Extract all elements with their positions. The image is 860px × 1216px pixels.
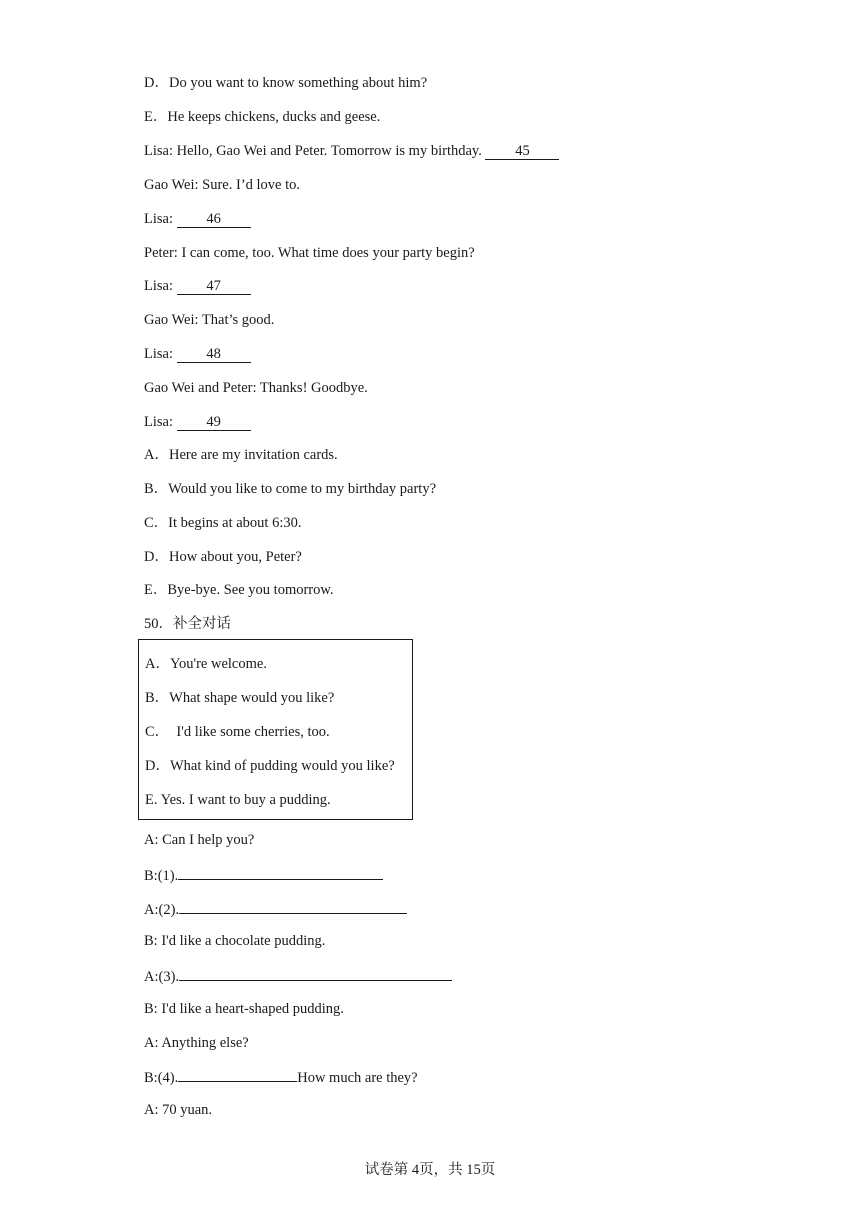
dialogue-line: B: I'd like a heart-shaped pudding. [144,1001,344,1017]
dialogue-line: Lisa: Hello, Gao Wei and Peter. Tomorrow is my birthday. 45 [144,142,559,160]
option-line: B．Would you like to come to my birthday party? [144,481,437,497]
box-option: C． I'd like some cherries, too. [145,724,330,740]
option-line: D．Do you want to know something about him? [144,75,428,91]
dialogue-line: Gao Wei: Sure. I’d love to. [144,177,301,193]
answer-blank-49[interactable]: 49 [177,414,251,431]
dialogue-line: A: Anything else? [144,1035,249,1051]
answer-blank-45[interactable]: 45 [485,143,559,160]
option-line: C．It begins at about 6:30. [144,515,302,531]
dialogue-line: A: Can I help you? [144,832,255,848]
dialogue-line: B: I'd like a chocolate pudding. [144,933,326,949]
dialogue-line: B:(4). How much are they? [144,1067,418,1087]
answer-line-4[interactable] [178,1067,297,1082]
answer-line-1[interactable] [178,865,383,880]
dialogue-line: Peter: I can come, too. What time does your party begin? [144,245,475,261]
answer-line-2[interactable] [179,899,407,914]
dialogue-line: Lisa: 49 [144,413,251,431]
dialogue-line: Lisa: 47 [144,277,251,295]
dialogue-line: Gao Wei and Peter: Thanks! Goodbye. [144,380,368,396]
dialogue-line: Lisa: 46 [144,210,251,228]
box-option: E. Yes. I want to buy a pudding. [145,792,331,808]
dialogue-line: Gao Wei: That’s good. [144,312,275,328]
answer-blank-46[interactable]: 46 [177,211,251,228]
page-footer: 试卷第 4页，共 15页 [364,1162,496,1178]
dialogue-line: A: 70 yuan. [144,1102,213,1118]
dialogue-line: B:(1). [144,865,383,885]
box-option: B．What shape would you like? [145,690,335,706]
option-box [138,639,413,820]
option-line: E．He keeps chickens, ducks and geese. [144,109,381,125]
answer-blank-47[interactable]: 47 [177,278,251,295]
option-line: E．Bye-bye. See you tomorrow. [144,582,334,598]
box-option: D．What kind of pudding would you like? [145,758,395,774]
dialogue-line: A:(2). [144,899,407,919]
dialogue-line: Lisa: 48 [144,345,251,363]
dialogue-line: A:(3). [144,966,452,986]
option-line: D．How about you, Peter? [144,549,302,565]
answer-blank-48[interactable]: 48 [177,346,251,363]
answer-line-3[interactable] [179,966,452,981]
box-option: A．You're welcome. [145,656,267,672]
option-line: A．Here are my invitation cards. [144,447,338,463]
question-title: 50．补全对话 [144,616,231,632]
